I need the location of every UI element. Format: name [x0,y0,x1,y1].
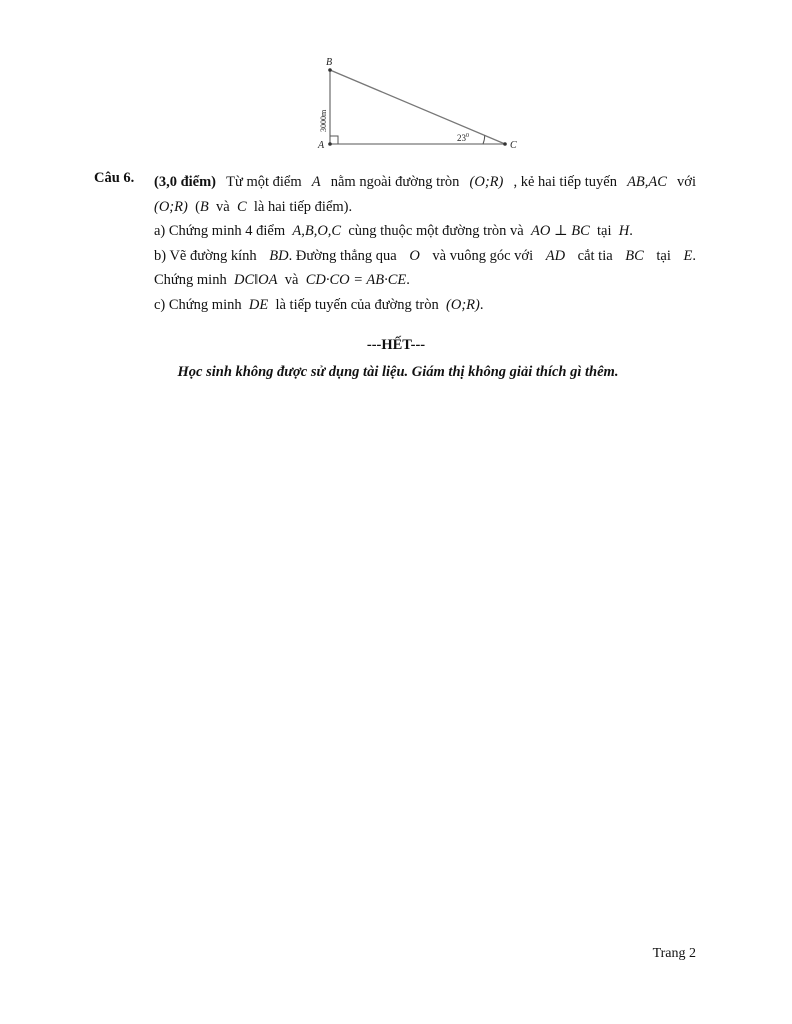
angle-c-value: $23^0$ [457,133,469,143]
question-body [154,170,696,318]
page-number: Trang 2 [652,946,696,961]
text-segment: cùng thuộc một đường tròn và [348,223,524,240]
points-value: (3,0 điểm) [154,174,217,190]
math-perpendicular: AO ⊥ BC [531,223,590,240]
text-segment: c) Chứng minh [154,296,242,313]
math-circle: (O;R) [469,174,504,190]
text-segment: . [406,272,410,289]
text-segment: và vuông góc với [432,247,534,264]
point-b [328,68,332,72]
math-segment-ad: AD [545,247,566,264]
math-ray-bc: BC [625,247,644,264]
text-segment: tại [656,247,671,264]
label-c: C [510,140,517,151]
side-bc [330,70,505,144]
math-equation: CD·CO = AB·CE [305,272,407,289]
math-segment-de: DE [248,296,269,313]
math-point-e: E [683,247,693,264]
math-point-b: B [199,198,209,215]
math-point-o: O [409,247,420,264]
label-b: B [326,57,333,68]
text-segment: tại [597,223,612,240]
math-parallel: DC‖OA [233,272,278,289]
math-point-a: A [311,174,321,190]
angle-c-arc [483,135,485,144]
label-a: A [318,140,325,151]
math-circle: (O;R) [154,198,188,215]
text-segment: nằm ngoài đường tròn [330,174,460,190]
text-segment: a) Chứng minh 4 điểm [154,223,286,240]
text-segment: . Đường thẳng qua [288,247,397,264]
text-segment: Chứng minh [154,272,227,289]
point-c [503,142,507,146]
text-segment: b) Vẽ đường kính [154,247,257,264]
text-segment: là hai tiếp điểm). [253,198,353,215]
math-points: A,B,O,C [292,223,342,240]
text-segment: . [479,296,484,313]
question-line-2 [154,195,696,220]
part-b [154,244,696,269]
text-segment: ( [195,198,200,215]
math-point-c: C [236,198,247,215]
text-segment: Từ một điểm [226,174,302,190]
end-of-exam-mark: ---HẾT--- [366,337,426,353]
text-segment: và [216,198,230,215]
math-point-h: H [618,223,630,240]
point-a [328,142,332,146]
text-segment: cắt tia [577,247,613,264]
text-segment: là tiếp tuyến của đường tròn [275,296,439,313]
math-e [684,244,696,269]
triangle-diagram [306,52,536,156]
math-segment-bd: BD [269,247,289,264]
exam-note: Học sinh không được sử dụng tài liệu. Giám thị không giải thích gì thêm. [177,364,619,380]
part-a [154,219,696,244]
side-ab-length: 3000m [319,109,328,132]
math-bd [269,244,397,269]
math-circle: (O;R) [446,296,480,313]
math-tangents: AB,AC [627,174,667,190]
triangle-figure [306,52,536,156]
text-segment: và [284,272,299,289]
part-b-proof [154,268,696,293]
text-segment: với [677,174,696,190]
question-number: Câu 6. [94,170,135,186]
text-segment: . [692,247,696,264]
question-line-1 [154,170,696,195]
part-c [154,293,696,318]
text-segment: , kẻ hai tiếp tuyến [513,174,617,190]
text-segment: . [629,223,633,240]
